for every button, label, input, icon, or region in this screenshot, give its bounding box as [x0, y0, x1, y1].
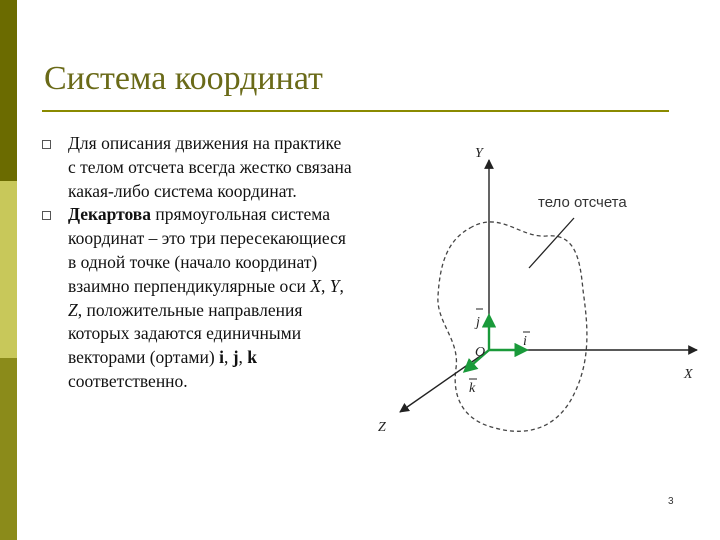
reference-body-outline	[438, 222, 587, 431]
text-run: , положительные направления которых задаются единичными векторами (ортами)	[68, 299, 303, 368]
unit-vector-j: j	[232, 347, 239, 368]
axis-name-z: Z	[68, 299, 78, 320]
side-bar-bottom	[0, 358, 17, 540]
axis-z-label: Z	[378, 420, 386, 435]
coordinate-diagram	[368, 130, 708, 440]
axis-y-label: Y	[475, 146, 483, 161]
vector-j-label: j	[476, 315, 480, 330]
text-run: прямоугольная система координат – это три пересекающиеся в одной точке (начало координат) взаимно перпендикулярные оси	[68, 204, 346, 296]
bullet-list	[42, 132, 352, 394]
side-bar-middle	[0, 181, 17, 358]
bullet-square-icon	[42, 140, 51, 149]
title-divider	[42, 110, 669, 112]
text-run: ,	[223, 347, 233, 368]
bullet-item-1	[42, 132, 352, 203]
text-run: ,	[320, 275, 330, 296]
bullet-text-2	[68, 203, 352, 393]
slide-title: Система координат	[44, 60, 323, 97]
body-label-pointer	[529, 218, 574, 268]
bullet-item-2	[42, 203, 352, 393]
side-bar-top	[0, 0, 17, 181]
axis-name-x: X	[310, 275, 321, 296]
text-run: ,	[238, 347, 248, 368]
text-run: соответственно.	[68, 370, 188, 391]
unit-vector-k: k	[247, 347, 258, 368]
term-cartesian: Декартова	[68, 204, 151, 225]
vector-k-label: k	[469, 381, 476, 396]
vector-i-label: i	[523, 334, 527, 349]
origin-label: O	[475, 345, 486, 360]
axis-name-y: Y	[329, 275, 340, 296]
page-number: 3	[668, 496, 674, 507]
axis-x-label: X	[684, 367, 693, 382]
bullet-square-icon	[42, 211, 51, 220]
unit-vector-i: i	[219, 347, 224, 368]
text-run: ,	[339, 275, 344, 296]
reference-body-label: тело отсчета	[538, 194, 627, 211]
bullet-text-1: Для описания движения на практике с телом отсчета всегда жестко связана какая-либо система координат.	[68, 133, 352, 201]
